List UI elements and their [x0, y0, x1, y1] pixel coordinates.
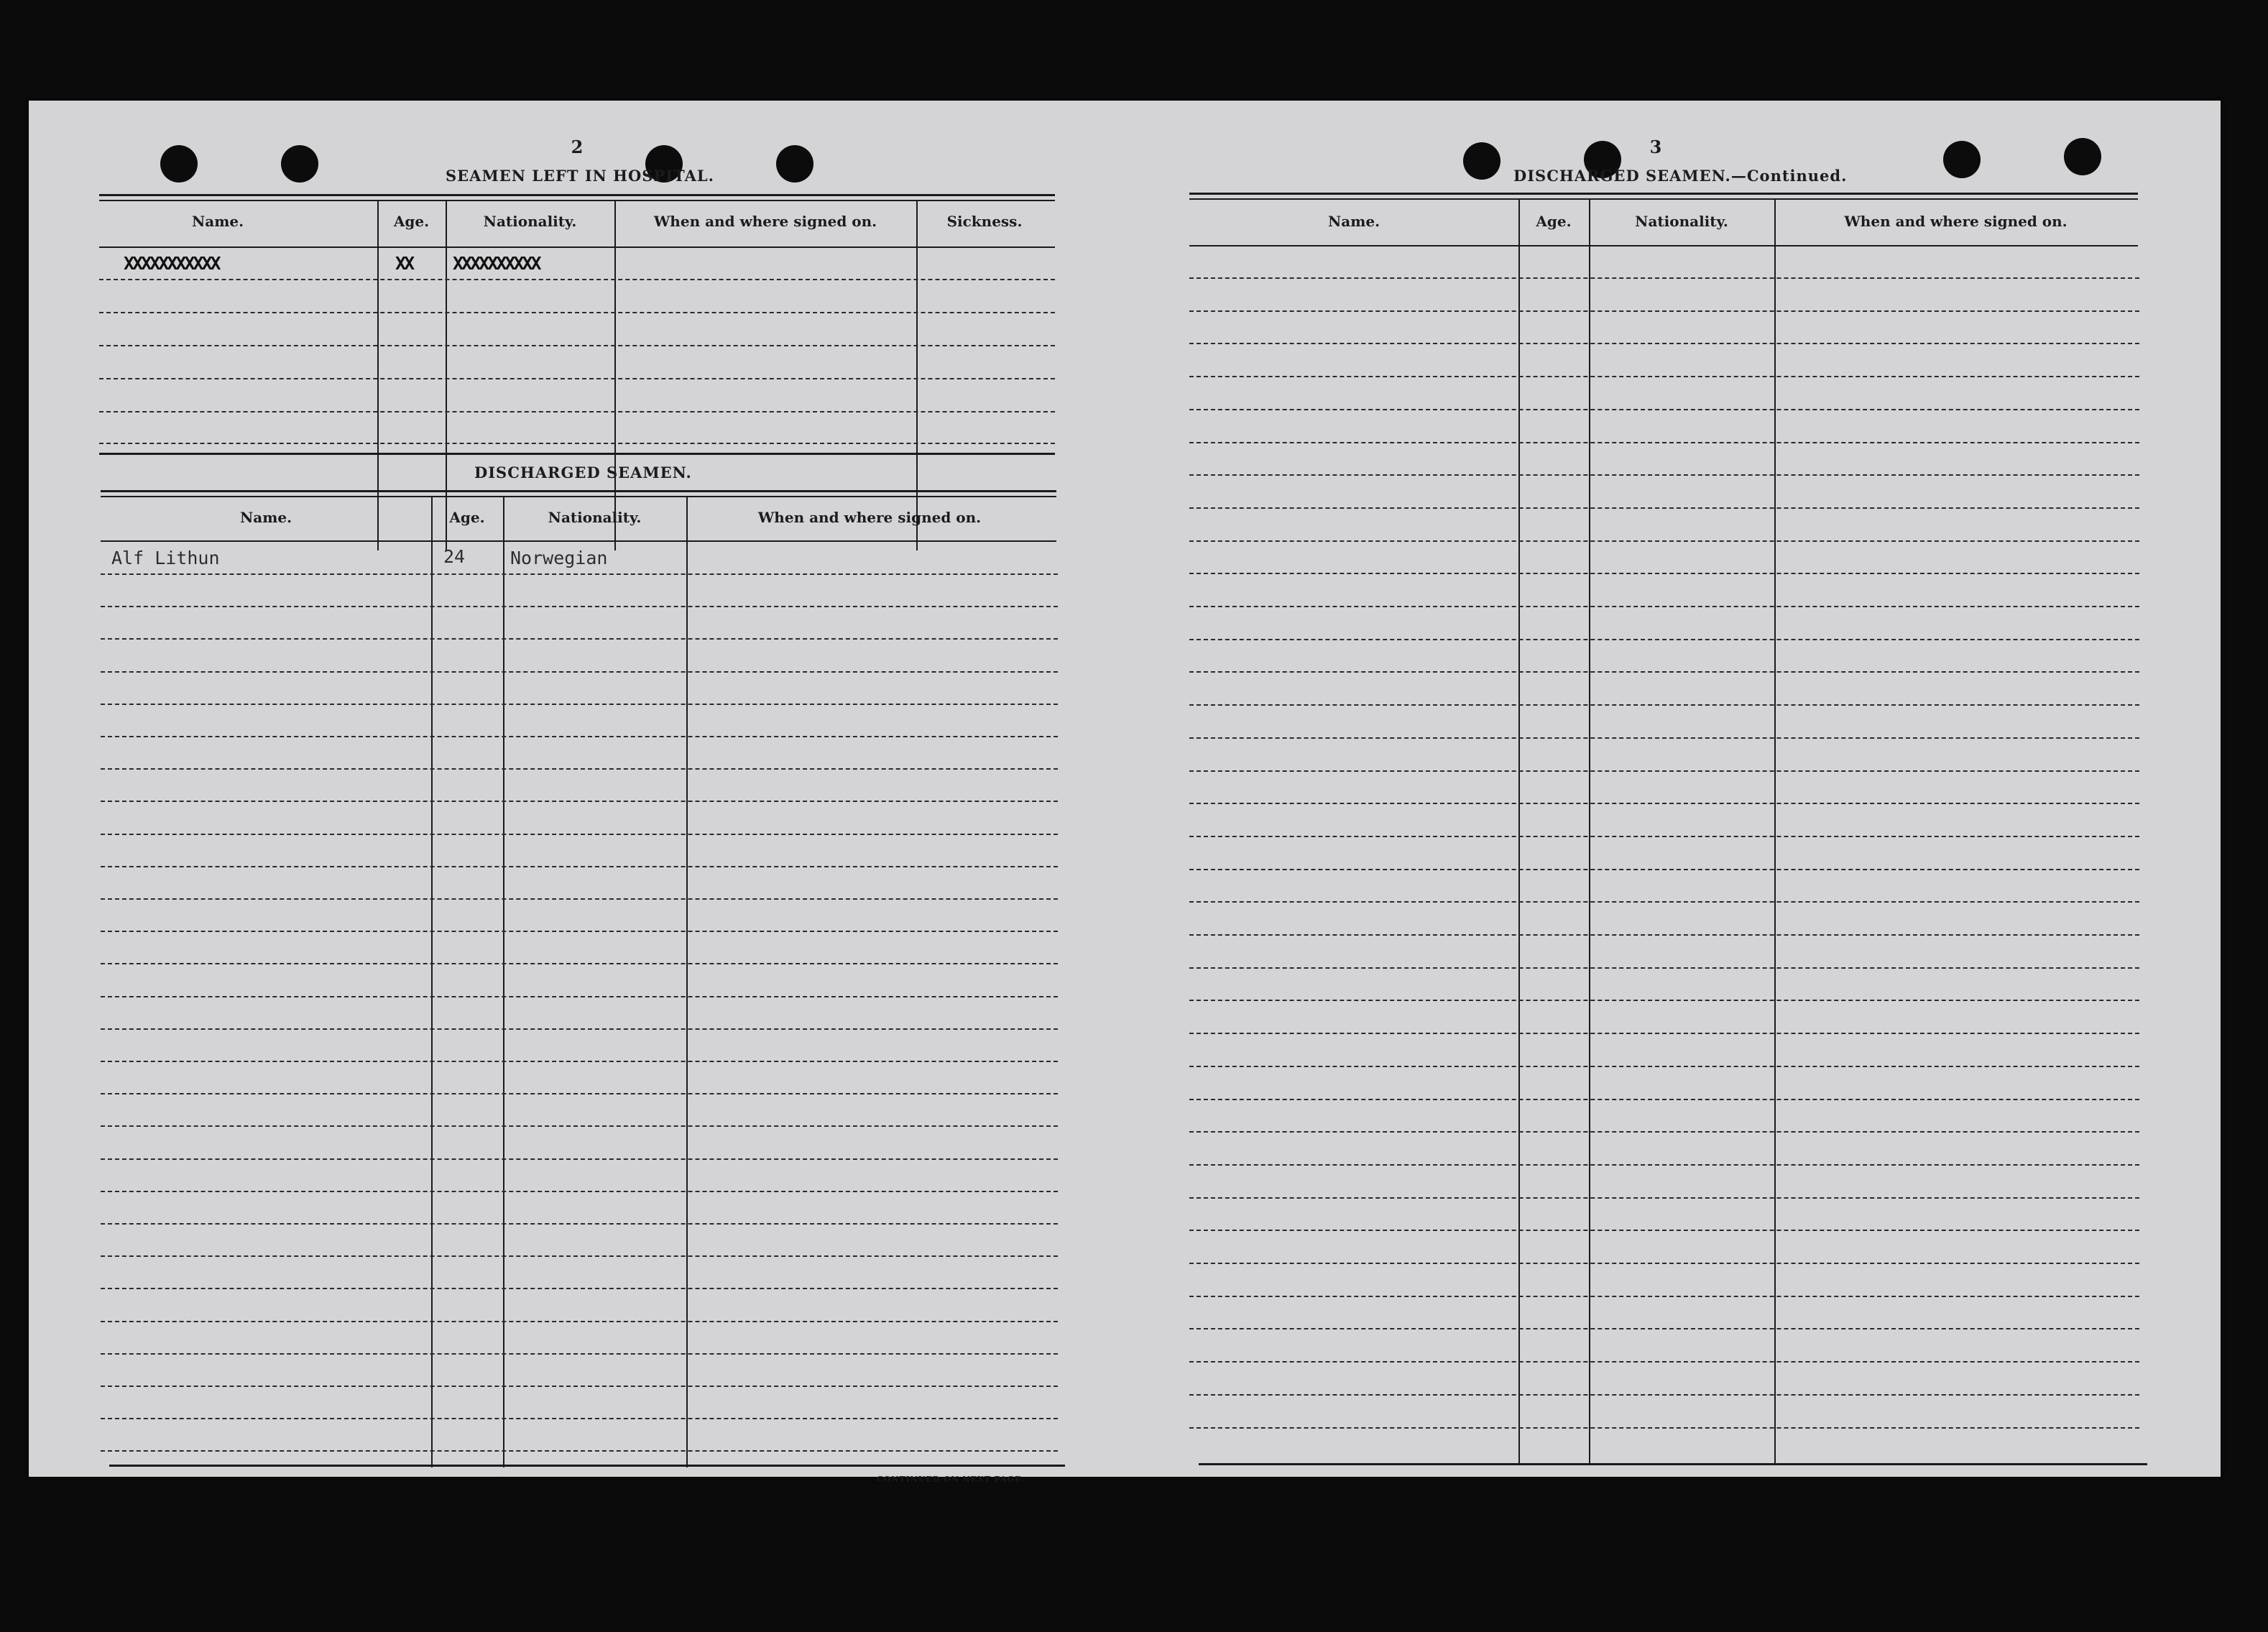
row-line: [101, 1223, 1058, 1225]
row-line: [1189, 1164, 2139, 1166]
punch-hole: [776, 145, 813, 183]
row-line: [1189, 934, 2139, 936]
row-line: [1189, 474, 2139, 476]
col-divider: [614, 201, 616, 550]
row-line: [1189, 1394, 2139, 1396]
section-rule: [101, 490, 1056, 492]
row-line: [1189, 1066, 2139, 1067]
col-header-signed-on: When and where signed on.: [1844, 213, 2068, 230]
discharged-entry-name: Alf Lithun: [111, 548, 220, 568]
row-line: [1189, 803, 2139, 804]
page-number: 3: [1649, 137, 1662, 157]
section-rule: [1189, 198, 2138, 200]
row-line: [1189, 671, 2139, 673]
row-line: [101, 1255, 1058, 1257]
row-line: [101, 1321, 1058, 1322]
row-line: [101, 736, 1058, 737]
row-line: [1189, 540, 2139, 542]
row-line: [101, 573, 1058, 575]
row-line: [1189, 1328, 2139, 1329]
punch-hole: [281, 145, 318, 183]
row-line: [1189, 639, 2139, 640]
row-line: [1189, 310, 2139, 312]
row-line: [101, 671, 1058, 673]
row-line: [1189, 1230, 2139, 1231]
ledger-sheet: [29, 101, 2221, 1484]
row-line: [101, 996, 1058, 997]
section-rule: [99, 453, 1055, 455]
row-line: [1189, 1197, 2139, 1199]
row-line: [101, 1125, 1058, 1127]
row-line: [1189, 901, 2139, 903]
row-line: [99, 279, 1055, 280]
hospital-entry-nationality: XXXXXXXXXX: [453, 253, 540, 274]
row-line: [101, 768, 1058, 770]
row-line: [101, 1061, 1058, 1062]
row-line: [1189, 836, 2139, 837]
section-rule: [99, 194, 1055, 196]
col-divider: [916, 201, 918, 550]
col-header-signed-on: When and where signed on.: [653, 213, 877, 230]
row-line: [1189, 1427, 2139, 1429]
row-line: [101, 638, 1058, 640]
row-line: [1189, 507, 2139, 509]
row-line: [101, 1093, 1058, 1094]
row-line: [1189, 1296, 2139, 1297]
row-line: [1189, 967, 2139, 969]
page-number: 2: [571, 137, 584, 157]
row-line: [101, 963, 1058, 964]
discharged-entry-nationality: Norwegian: [510, 548, 608, 568]
row-line: [101, 866, 1058, 867]
col-header-name: Name.: [1327, 213, 1380, 230]
row-line: [101, 1418, 1058, 1419]
col-divider: [1518, 200, 1520, 1465]
section-rule: [1189, 193, 2138, 195]
discharged-section-title: DISCHARGED SEAMEN.: [474, 464, 692, 481]
header-rule: [99, 246, 1055, 248]
col-header-name: Name.: [239, 509, 292, 526]
row-line: [1189, 1033, 2139, 1034]
bottom-rule: [1199, 1463, 2147, 1465]
row-line: [101, 1386, 1058, 1387]
row-line: [101, 931, 1058, 932]
row-line: [1189, 1131, 2139, 1133]
punch-hole: [1943, 141, 1981, 178]
col-header-nationality: Nationality.: [1635, 213, 1728, 230]
row-line: [1189, 869, 2139, 870]
header-rule: [101, 540, 1056, 542]
row-line: [101, 1288, 1058, 1289]
row-line: [1189, 606, 2139, 607]
row-line: [101, 1028, 1058, 1030]
col-divider: [1774, 200, 1776, 1465]
row-line: [1189, 573, 2139, 574]
section-rule: [99, 200, 1055, 201]
row-line: [99, 411, 1055, 412]
row-line: [99, 443, 1055, 444]
row-line: [1189, 277, 2139, 279]
row-line: [1189, 409, 2139, 410]
punch-hole: [1463, 142, 1501, 180]
discharged-continued-title: DISCHARGED SEAMEN.—Continued.: [1513, 167, 1848, 185]
punch-hole: [2064, 138, 2101, 175]
row-line: [101, 801, 1058, 802]
col-header-name: Name.: [191, 213, 244, 230]
row-line: [101, 704, 1058, 705]
col-header-age: Age.: [449, 509, 485, 526]
col-header-nationality: Nationality.: [548, 509, 642, 526]
header-rule: [1189, 245, 2138, 246]
row-line: [1189, 737, 2139, 739]
hospital-entry-name: XXXXXXXXXXX: [124, 253, 219, 274]
row-line: [1189, 704, 2139, 706]
bottom-rule: [109, 1465, 1065, 1467]
col-header-sickness: Sickness.: [946, 213, 1023, 230]
row-line: [101, 898, 1058, 900]
col-divider: [1589, 200, 1590, 1465]
discharged-entry-age: 24: [443, 546, 466, 567]
col-divider: [446, 201, 447, 550]
row-line: [1189, 1000, 2139, 1001]
row-line: [1189, 343, 2139, 344]
hospital-entry-age: XX: [395, 253, 413, 274]
row-line: [101, 1353, 1058, 1355]
row-line: [1189, 1099, 2139, 1100]
row-line: [1189, 1263, 2139, 1264]
row-line: [101, 1191, 1058, 1192]
hospital-section-title: SEAMEN LEFT IN HOSPITAL.: [446, 167, 714, 185]
row-line: [101, 1450, 1058, 1452]
row-line: [1189, 1361, 2139, 1363]
row-line: [1189, 770, 2139, 772]
row-line: [1189, 442, 2139, 443]
col-header-age: Age.: [393, 213, 430, 230]
col-header-nationality: Nationality.: [483, 213, 577, 230]
punch-hole: [160, 145, 198, 183]
row-line: [101, 834, 1058, 835]
col-header-age: Age.: [1536, 213, 1572, 230]
section-rule: [101, 496, 1056, 497]
row-line: [99, 312, 1055, 313]
continued-note: CONTINUED ON NEXT PAGE.: [877, 1475, 1025, 1484]
row-line: [1189, 376, 2139, 377]
row-line: [99, 345, 1055, 346]
col-header-signed-on: When and where signed on.: [757, 509, 982, 526]
row-line: [101, 606, 1058, 607]
row-line: [101, 1158, 1058, 1160]
col-divider: [377, 201, 379, 550]
row-line: [99, 378, 1055, 379]
